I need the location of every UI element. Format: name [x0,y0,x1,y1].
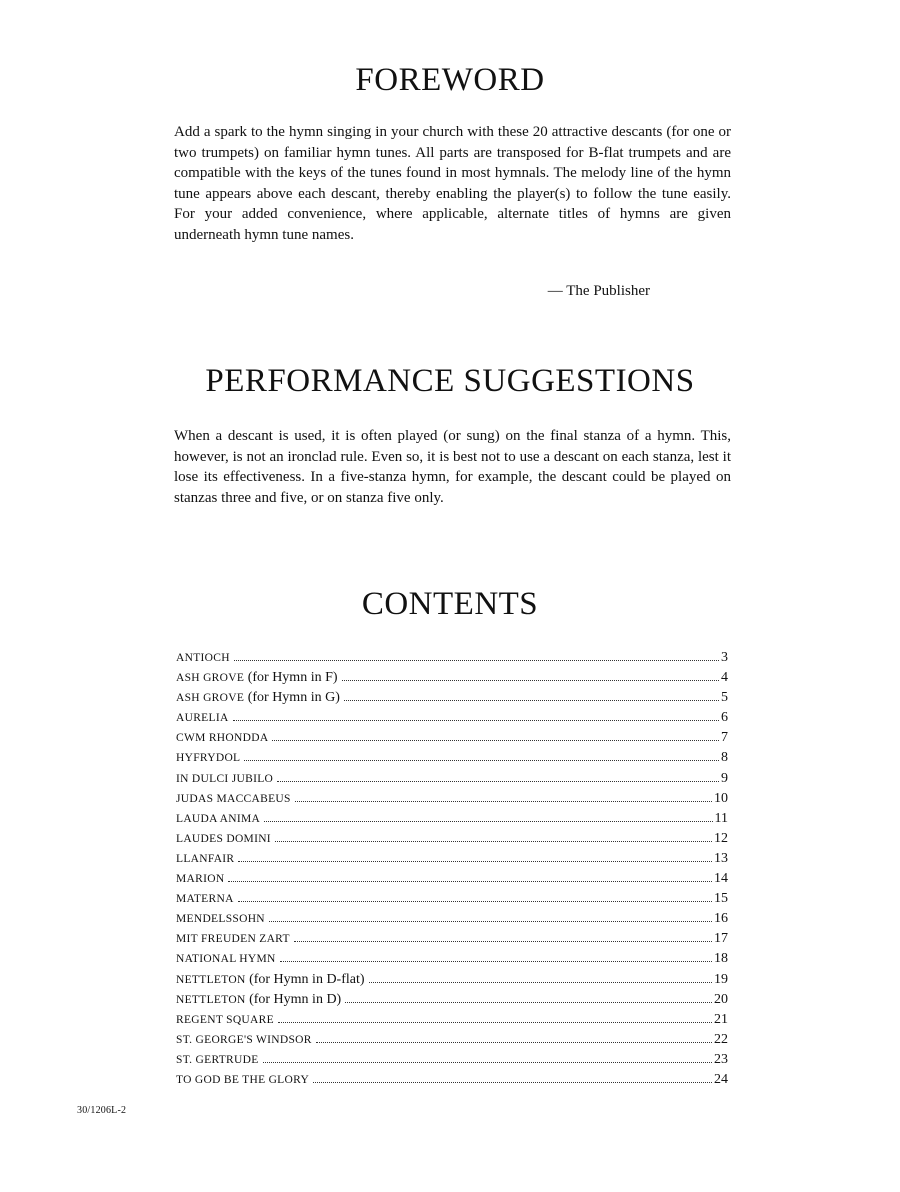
toc-entry [176,1032,728,1052]
toc-dot-leader [244,760,719,761]
toc-entry [176,750,728,770]
publisher-signature: — The Publisher [547,283,650,299]
toc-tune-name: LAUDA ANIMA [176,812,261,825]
toc-entry [176,791,728,811]
toc-entry-title [176,891,234,907]
toc-dot-leader [269,921,712,922]
toc-dot-leader [294,941,712,942]
toc-entry-title [176,951,276,967]
toc-dot-leader [263,1062,712,1063]
toc-dot-leader [295,801,712,802]
toc-tune-note: (for Hymn in D-flat) [249,971,365,987]
toc-dot-leader [234,660,719,661]
toc-page-number: 18 [714,951,728,967]
toc-entry-title [176,1072,309,1088]
toc-entry-title [176,931,290,947]
toc-entry-title [176,771,273,787]
toc-dot-leader [316,1042,712,1043]
toc-tune-name: TO GOD BE THE GLORY [176,1073,310,1086]
toc-tune-name: ST. GEORGE'S WINDSOR [176,1033,312,1046]
toc-entry-title [176,710,229,726]
toc-entry-title [176,871,224,887]
toc-page-number: 9 [721,770,728,786]
toc-page-number: 23 [714,1051,728,1067]
toc-tune-name: CWM RHONDDA [176,732,269,745]
toc-entry [176,730,728,750]
toc-entry-title [176,670,338,686]
toc-entry-title [176,750,240,766]
toc-page-number: 5 [721,690,728,706]
toc-page-number: 20 [714,991,728,1007]
toc-entry-title [176,972,365,988]
toc-dot-leader [264,821,712,822]
performance-suggestions-title: PERFORMANCE SUGGESTIONS [205,363,695,399]
toc-entry-title [176,811,260,827]
toc-entry [176,911,728,931]
toc-dot-leader [280,961,712,962]
foreword-title: FOREWORD [355,62,545,98]
toc-tune-name: MATERNA [176,893,234,906]
toc-entry-title [176,690,340,706]
toc-page-number: 19 [714,971,728,987]
toc-page-number: 8 [721,750,728,766]
toc-page-number: 16 [714,911,728,927]
toc-tune-name: ASH GROVE [176,692,245,705]
toc-dot-leader [278,1022,712,1023]
toc-dot-leader [238,861,712,862]
toc-dot-leader [313,1082,712,1083]
toc-page-number: 12 [714,830,728,846]
toc-entry [176,1052,728,1072]
toc-page-number: 3 [721,650,728,665]
toc-tune-name: MIT FREUDEN ZART [176,933,290,946]
toc-tune-name: MARION [176,873,225,886]
toc-tune-name: HYFRYDOL [176,752,241,765]
toc-entry-title [176,911,265,927]
toc-entry [176,851,728,871]
toc-entry-title [176,791,291,807]
toc-page-number: 11 [714,810,728,826]
toc-dot-leader [238,901,712,902]
toc-dot-leader [233,720,719,721]
toc-page-number: 13 [714,850,728,866]
toc-tune-name: NETTLETON [176,993,246,1006]
toc-tune-name: ST. GERTRUDE [176,1053,259,1066]
toc-entry [176,972,728,992]
table-of-contents [176,650,728,1092]
toc-entry-title [176,650,230,666]
toc-dot-leader [228,881,712,882]
performance-suggestions-body: When a descant is used, it is often played (or sung) on the final stanza of a hymn. This, however, is not an ironclad rule. Even so, it is best not to use a descant on each stanza, lest it lose its effectiveness. In a five-stanza hymn, for example, the descant could be played on stanzas three and five, or on stanza five only. [174,428,731,506]
toc-dot-leader [344,700,719,701]
toc-page-number: 17 [714,931,728,947]
toc-entry [176,871,728,891]
toc-tune-name: IN DULCI JUBILO [176,772,274,785]
catalog-code: 30/1206L-2 [77,1105,127,1116]
toc-entry [176,811,728,831]
toc-entry [176,951,728,971]
toc-entry [176,891,728,911]
toc-tune-name: NETTLETON [176,973,246,986]
toc-tune-name: ANTIOCH [176,652,230,664]
toc-page-number: 4 [721,670,728,686]
toc-tune-name: LAUDES DOMINI [176,832,271,845]
toc-entry [176,690,728,710]
toc-dot-leader [342,680,719,681]
toc-dot-leader [345,1002,712,1003]
toc-tune-note: (for Hymn in G) [247,690,340,706]
toc-dot-leader [277,781,719,782]
toc-entry [176,931,728,951]
toc-entry [176,1012,728,1032]
toc-entry [176,670,728,690]
toc-tune-name: LLANFAIR [176,852,235,865]
toc-tune-note: (for Hymn in D) [249,991,342,1007]
toc-page-number: 6 [721,710,728,726]
toc-page-number: 14 [714,871,728,887]
toc-page-number: 24 [714,1071,728,1087]
toc-page-number: 22 [714,1031,728,1047]
toc-entry-title [176,1032,312,1048]
toc-dot-leader [369,982,712,983]
contents-title: CONTENTS [361,586,539,622]
toc-dot-leader [275,841,712,842]
toc-tune-note: (for Hymn in F) [247,670,338,686]
toc-page-number: 21 [714,1011,728,1027]
toc-tune-name: JUDAS MACCABEUS [176,792,291,805]
toc-page-number: 7 [721,730,728,746]
toc-entry [176,992,728,1012]
toc-tune-name: ASH GROVE [176,672,245,685]
toc-entry-title [176,1012,274,1028]
toc-entry-title [176,831,271,847]
toc-tune-name: MENDELSSOHN [176,913,265,926]
toc-entry [176,650,728,670]
toc-page-number: 10 [714,790,728,806]
toc-entry [176,710,728,730]
toc-entry [176,1072,728,1092]
toc-tune-name: AURELIA [176,712,229,725]
toc-entry-title [176,992,341,1008]
toc-tune-name: NATIONAL HYMN [176,953,276,966]
toc-tune-name: REGENT SQUARE [176,1013,274,1026]
toc-dot-leader [272,740,719,741]
toc-entry-title [176,1052,259,1068]
toc-entry [176,831,728,851]
toc-entry [176,771,728,791]
toc-page-number: 15 [714,891,728,907]
toc-entry-title [176,851,234,867]
toc-entry-title [176,730,268,746]
foreword-body: Add a spark to the hymn singing in your church with these 20 attractive descants (for one or two trumpets) on familiar hymn tunes. All parts are transposed for B-flat trumpets and are compatible with the keys of the tunes found in most hymnals. The melody line of the hymn tune appears above each descant, thereby enabling the player(s) to follow the tune easily. For your added convenience, where applicable, alternate titles of hymns are given underneath hymn tune names. [174,124,731,243]
